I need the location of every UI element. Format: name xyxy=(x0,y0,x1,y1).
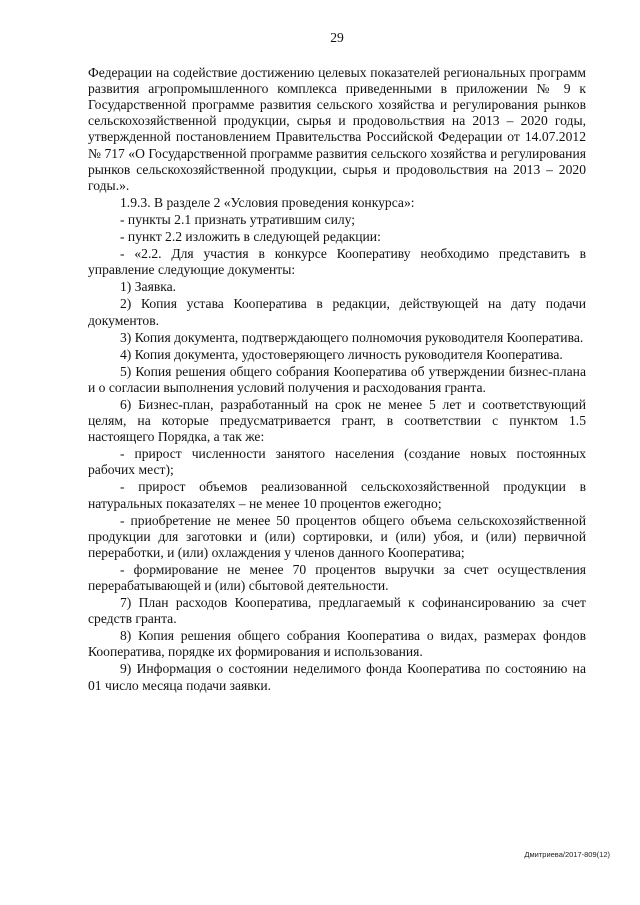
footer-stamp: Дмитриева/2017-809(12) xyxy=(524,850,610,859)
list-item-business-plan: 6) Бизнес-план, разработанный на срок не менее 5 лет и соответствующий целям, на которые предусматривается грант, в соответствии с пунктом 1.5 настоящего Порядка, а так же: xyxy=(88,396,586,445)
paragraph-clause-2-2: - пункт 2.2 изложить в следующей редакции: xyxy=(120,229,381,245)
list-item-authority-document: 3) Копия документа, подтверждающего полномочия руководителя Кооператива. xyxy=(120,329,584,345)
list-item-application: 1) Заявка. xyxy=(120,279,177,295)
paragraph-section-2-conditions: 1.9.3. В разделе 2 «Условия проведения конкурса»: xyxy=(120,194,415,210)
list-item-charter-copy: 2) Копия устава Кооператива в редакции, действующей на дату подачи документов. xyxy=(88,296,586,328)
sub-item-employment-growth: - прирост численности занятого населения (создание новых постоянных рабочих мест); xyxy=(88,446,586,478)
list-item-identity-document: 4) Копия документа, удостоверяющего личность руководителя Кооператива. xyxy=(120,346,563,362)
sub-item-revenue-share: - формирование не менее 70 процентов выручки за счет осуществления перерабатывающей и (или) сбытовой деятельности. xyxy=(88,561,586,593)
paragraph-federation-programs: Федерации на содействие достижению целевых показателей региональных программ развития агропромышленного комплекса приведенными в приложении № 9 к Государственной программе развития сельского хозяйства и регулирования рынков сельскохозяйственной продукции, сырья и продовольствия на 2013 – 2020 годы, утвержденной постановлением Правительства Российской Федерации от 14.07.2012 № 717 «О Государственной программе развития сельского хозяйства и регулирования рынков сельскохозяйственной продукции, сырья и продовольствия на 2013 – 2020 годы.». xyxy=(88,65,586,193)
paragraph-clause-2-1: - пункты 2.1 признать утратившим силу; xyxy=(120,211,356,227)
list-item-meeting-decision: 5) Копия решения общего собрания Кооператива об утверждении бизнес-плана и о согласии выполнения условий получения и расходования гранта. xyxy=(88,363,586,395)
list-item-expense-plan: 7) План расходов Кооператива, предлагаемый к софинансированию за счет средств гранта. xyxy=(88,595,586,627)
paragraph-clause-2-2-text: - «2.2. Для участия в конкурсе Кооперативу необходимо представить в управление следующие документы: xyxy=(88,246,586,278)
sub-item-purchase-share: - приобретение не менее 50 процентов общего объема сельскохозяйственной продукции для заготовки и (или) сортировки, и (или) убоя, и (или) первичной переработки, и (или) охлаждения у членов данного Кооператива; xyxy=(88,512,586,560)
list-item-funds-decision: 8) Копия решения общего собрания Кооператива о видах, размерах фондов Кооператива, порядке их формирования и использования. xyxy=(88,628,586,660)
page-number: 29 xyxy=(330,30,344,45)
list-item-indivisible-fund: 9) Информация о состоянии неделимого фонда Кооператива по состоянию на 01 число месяца подачи заявки. xyxy=(88,661,586,693)
sub-item-sales-growth: - прирост объемов реализованной сельскохозяйственной продукции в натуральных показателях – не менее 10 процентов ежегодно; xyxy=(88,479,586,511)
document-page xyxy=(88,30,586,695)
